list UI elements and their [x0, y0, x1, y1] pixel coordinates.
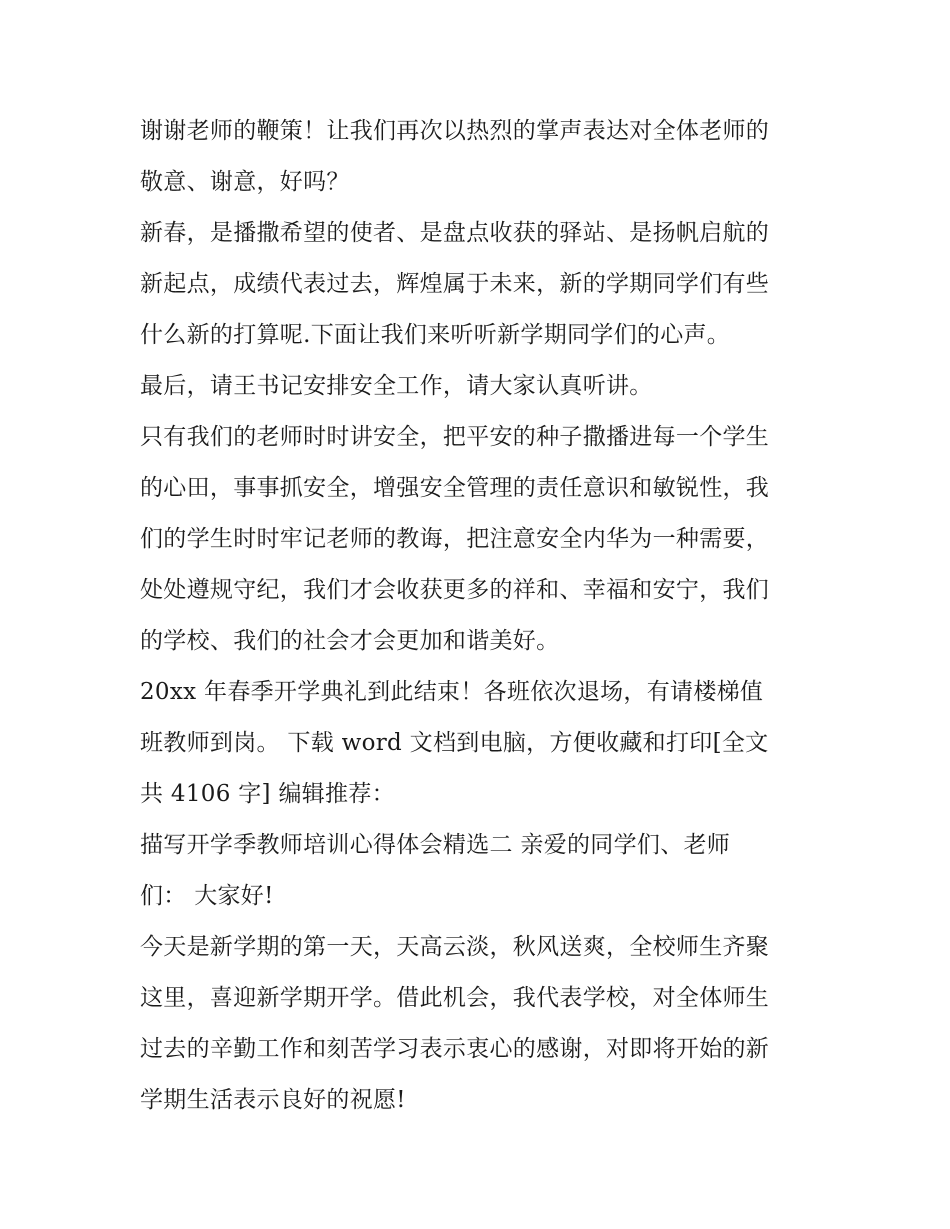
- text-line: 学期生活表示良好的祝愿!: [140, 1087, 406, 1113]
- text-line: 新起点，成绩代表过去，辉煌属于未来，新的学期同学们有些: [140, 271, 770, 297]
- document-body: [140, 106, 820, 1126]
- text-line: 新春，是播撒希望的使者、是盘点收获的驿站、是扬帆启航的: [140, 220, 770, 246]
- text-line: 只有我们的老师时时讲安全，把平安的种子撒播进每一个学生: [140, 424, 770, 450]
- text-line: 最后，请王书记安排安全工作，请大家认真听讲。: [140, 373, 653, 399]
- text-line: 过去的辛勤工作和刻苦学习表示衷心的感谢，对即将开始的新: [140, 1036, 770, 1062]
- text-line: 谢谢老师的鞭策！让我们再次以热烈的掌声表达对全体老师的: [140, 118, 770, 144]
- text-line: 共 4106 字] 编辑推荐：: [140, 781, 395, 807]
- text-line: 的心田，事事抓安全，增强安全管理的责任意识和敏锐性，我: [140, 475, 770, 501]
- text-line: 们： 大家好!: [140, 883, 274, 909]
- text-line: 什么新的打算呢.下面让我们来听听新学期同学们的心声。: [140, 322, 731, 348]
- text-line: 处处遵规守纪，我们才会收获更多的祥和、幸福和安宁，我们: [140, 577, 770, 603]
- text-line: 这里，喜迎新学期开学。借此机会，我代表学校，对全体师生: [140, 985, 770, 1011]
- text-line: 20xx 年春季开学典礼到此结束！各班依次退场，有请楼梯值: [140, 679, 764, 705]
- text-line: 今天是新学期的第一天，天高云淡，秋风送爽，全校师生齐聚: [140, 934, 770, 960]
- text-line: 的学校、我们的社会才会更加和谐美好。: [140, 628, 560, 654]
- text-line: 班教师到岗。 下载 word 文档到电脑，方便收藏和打印[全文: [140, 730, 769, 756]
- text-line: 们的学生时时牢记老师的教诲，把注意安全内华为一种需要，: [140, 526, 770, 552]
- text-line: 敬意、谢意，好吗？: [140, 169, 350, 195]
- text-line: 描写开学季教师培训心得体会精选二 亲爱的同学们、老师: [140, 832, 731, 858]
